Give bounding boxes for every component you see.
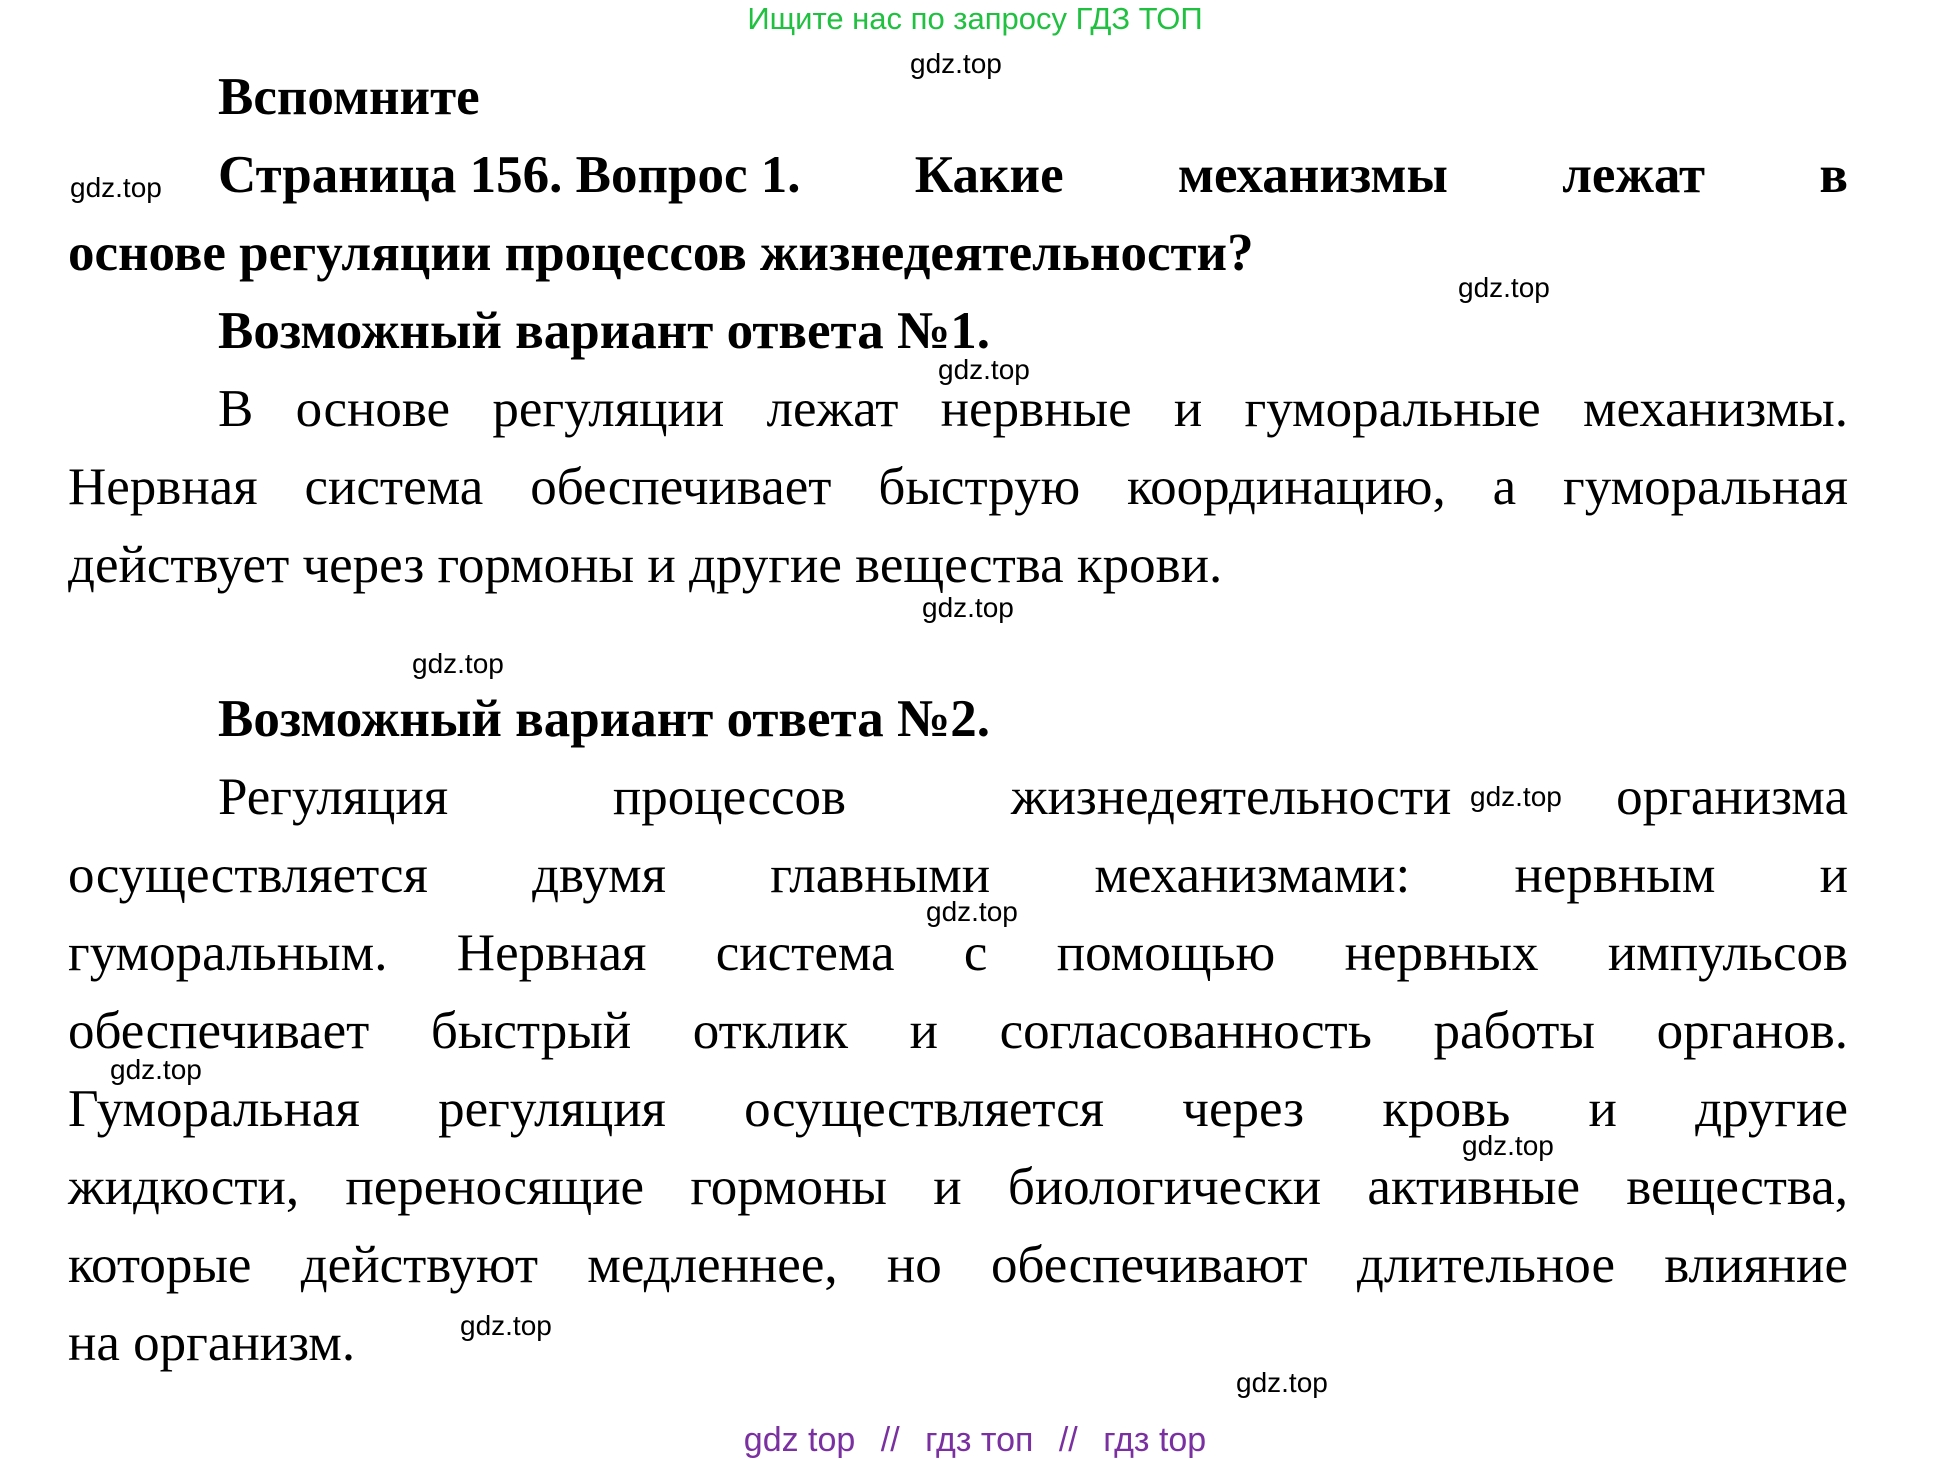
answer-2-line: Гуморальная регуляция осуществляется через кровь и другие — [68, 1080, 1848, 1138]
watermark: gdz.top — [70, 172, 162, 203]
question-word: Какие — [914, 146, 1064, 204]
watermark: gdz.top — [412, 648, 504, 679]
watermark: gdz.top — [1462, 1130, 1554, 1161]
watermark: gdz.top — [110, 1054, 202, 1085]
footer-links — [0, 1420, 1950, 1460]
question-word: в — [1819, 146, 1848, 204]
watermark: gdz.top — [922, 592, 1014, 623]
answer-2-line: которые действуют медленнее, но обеспечивают длительное влияние — [68, 1236, 1848, 1294]
answer-1-line: действует через гормоны и другие вещества крови. — [68, 536, 1223, 594]
answer-2-title: Возможный вариант ответа №2. — [218, 690, 990, 748]
answer-2-word: Регуляция — [218, 768, 449, 826]
answer-1-line: В основе регуляции лежат нервные и гуморальные механизмы. — [218, 380, 1848, 438]
watermark: gdz.top — [1236, 1367, 1328, 1398]
answer-2-word: жизнедеятельности — [1010, 768, 1452, 826]
answer-2-line: на организм. — [68, 1314, 356, 1372]
watermark: gdz.top — [938, 354, 1030, 385]
answer-1-line: Нервная система обеспечивает быструю координацию, а гуморальная — [68, 458, 1848, 516]
watermark: gdz.top — [1470, 781, 1562, 812]
answer-2-word: процессов — [612, 768, 847, 826]
answer-2-word: организма — [1616, 768, 1848, 826]
answer-1-title: Возможный вариант ответа №1. — [218, 302, 990, 360]
footer-link[interactable]: gdz top — [743, 1421, 856, 1459]
answer-2-line: осуществляется двумя главными механизмами: нервным и — [68, 846, 1848, 904]
watermark: gdz.top — [910, 48, 1002, 79]
answer-2-line — [218, 766, 1848, 828]
watermark: gdz.top — [460, 1310, 552, 1341]
footer-link[interactable]: гдз топ — [925, 1421, 1034, 1459]
question-word: механизмы — [1177, 146, 1448, 204]
question-line-2: основе регуляции процессов жизнедеятельности? — [68, 224, 1254, 282]
section-heading: Вспомните — [218, 68, 480, 126]
question-line-1 — [218, 144, 1848, 206]
footer-separator: // — [880, 1421, 900, 1459]
search-banner: Ищите нас по запросу ГДЗ ТОП — [747, 1, 1203, 36]
watermark: gdz.top — [1458, 272, 1550, 303]
question-word: лежат — [1562, 146, 1706, 204]
watermark: gdz.top — [926, 896, 1018, 927]
footer-link[interactable]: гдз top — [1103, 1421, 1207, 1459]
answer-2-line: жидкости, переносящие гормоны и биологически активные вещества, — [68, 1158, 1848, 1216]
footer-separator: // — [1058, 1421, 1078, 1459]
question-label: Страница 156. Вопрос 1. — [218, 146, 801, 204]
answer-2-line: обеспечивает быстрый отклик и согласованность работы органов. — [68, 1002, 1848, 1060]
answer-2-line: гуморальным. Нервная система с помощью нервных импульсов — [68, 924, 1848, 982]
